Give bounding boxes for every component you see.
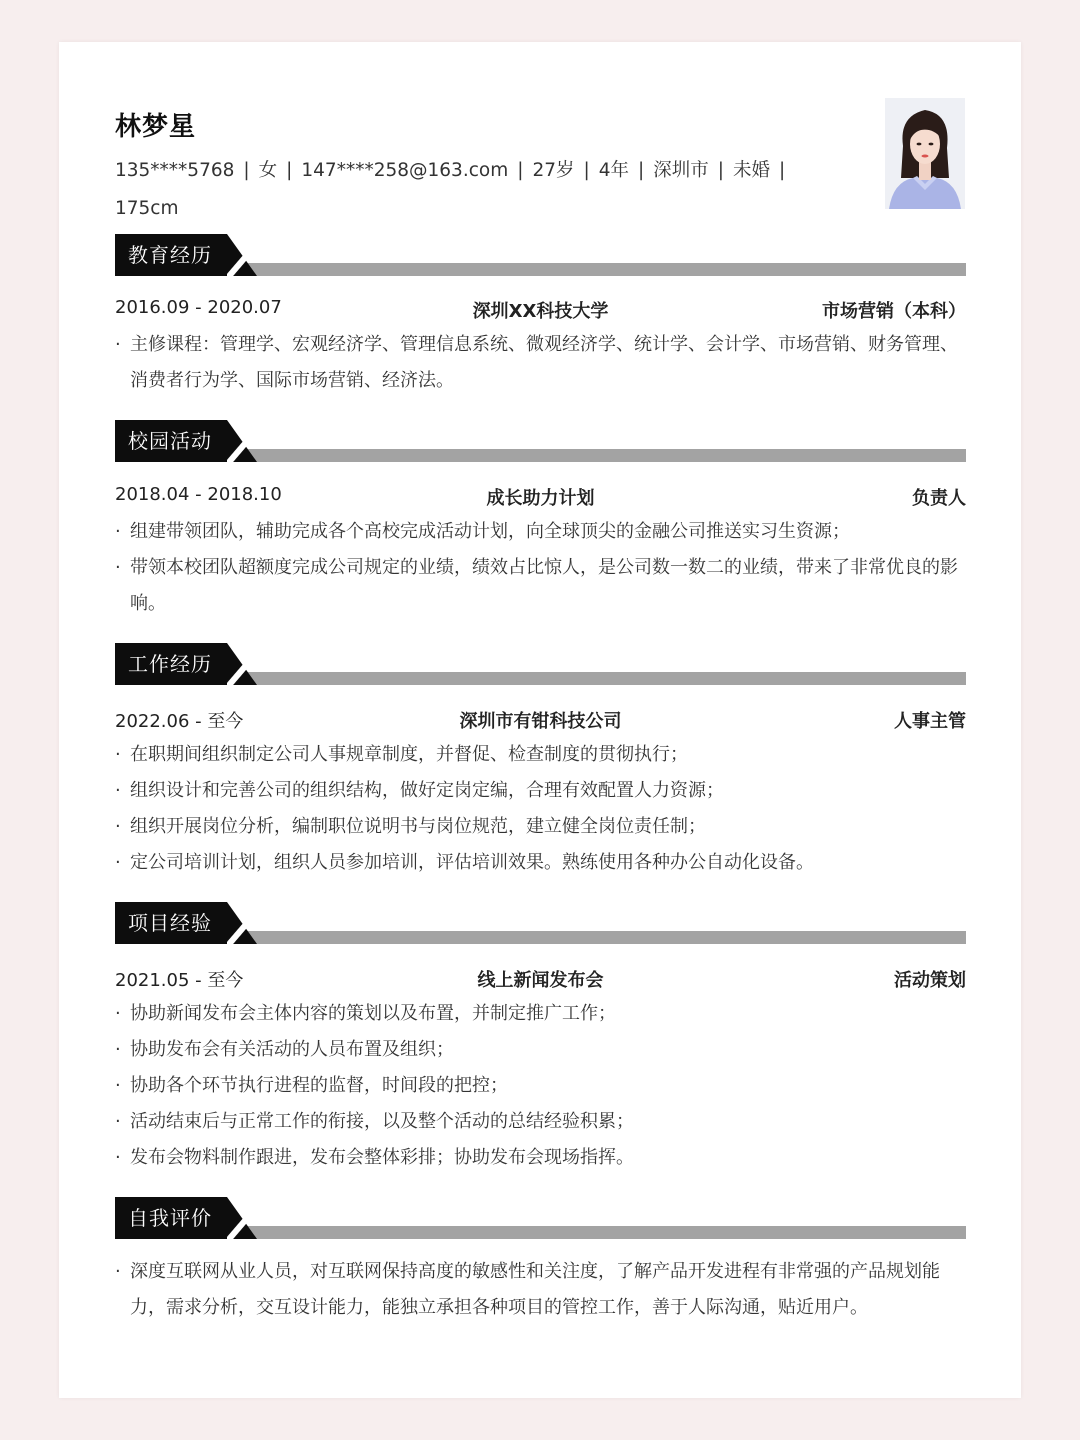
separator: | <box>517 160 524 181</box>
work-years: 4年 <box>598 160 630 181</box>
separator: | <box>779 160 786 181</box>
portrait-image <box>885 98 965 209</box>
city: 深圳市 <box>653 160 709 181</box>
height: 175cm <box>115 198 179 219</box>
campus-bullets <box>115 514 966 622</box>
list-item: · 组建带领团队，辅助完成各个高校完成活动计划，向全球顶尖的金融公司推送实习生资源； <box>115 514 966 550</box>
separator: | <box>717 160 724 181</box>
section-title: 校园活动 <box>128 429 212 453</box>
section-title: 工作经历 <box>128 652 212 676</box>
entry-date: 2016.09 - 2020.07 <box>115 297 282 318</box>
section-header-project <box>115 902 966 944</box>
section-slash <box>227 420 263 462</box>
list-item: · 组织开展岗位分析，编制职位说明书与岗位规范，建立健全岗位责任制； <box>115 809 966 845</box>
section-slash <box>227 1197 263 1239</box>
entry-role: 人事主管 <box>894 711 966 732</box>
work-bullets <box>115 737 966 881</box>
list-item: · 主修课程：管理学、宏观经济学、管理信息系统、微观经济学、统计学、会计学、市场营销、财务管理、消费者行为学、国际市场营销、经济法。 <box>115 327 966 399</box>
entry-date: 2018.04 - 2018.10 <box>115 484 282 505</box>
entry-role: 市场营销（本科） <box>822 301 966 322</box>
list-item: · 协助新闻发布会主体内容的策划以及布置，并制定推广工作； <box>115 996 966 1032</box>
separator: | <box>286 160 293 181</box>
entry-role: 负责人 <box>912 488 966 509</box>
list-item: · 活动结束后与正常工作的衔接，以及整个活动的总结经验积累； <box>115 1104 966 1140</box>
work-entry <box>115 707 966 735</box>
section-title: 自我评价 <box>128 1206 212 1230</box>
separator: | <box>243 160 250 181</box>
list-item: · 深度互联网从业人员，对互联网保持高度的敏感性和关注度，了解产品开发进程有非常强的产品规划能力，需求分析，交互设计能力，能独立承担各种项目的管控工作，善于人际沟通，贴近用户。 <box>115 1254 966 1326</box>
age: 27岁 <box>532 160 575 181</box>
separator: | <box>583 160 590 181</box>
contact-info <box>115 152 815 228</box>
section-header-education <box>115 234 966 276</box>
entry-organization: 成长助力计划 <box>486 488 595 509</box>
phone-number: 135****5768 <box>115 160 235 181</box>
project-entry <box>115 966 966 994</box>
campus-entry <box>115 484 966 512</box>
education-entry <box>115 297 966 325</box>
education-bullets <box>115 327 966 399</box>
list-item: · 在职期间组织制定公司人事规章制度，并督促、检查制度的贯彻执行； <box>115 737 966 773</box>
list-item: · 协助各个环节执行进程的监督，时间段的把控； <box>115 1068 966 1104</box>
entry-date: 2022.06 - 至今 <box>115 711 244 732</box>
candidate-name: 林梦星 <box>115 112 197 142</box>
email: 147****258@163.com <box>301 160 509 181</box>
list-item: · 带领本校团队超额度完成公司规定的业绩，绩效占比惊人，是公司数一数二的业绩，带来了非常优良的影响。 <box>115 550 966 622</box>
section-slash <box>227 902 263 944</box>
list-item: · 组织设计和完善公司的组织结构，做好定岗定编，合理有效配置人力资源； <box>115 773 966 809</box>
section-header-campus <box>115 420 966 462</box>
section-header-self-evaluation <box>115 1197 966 1239</box>
list-item: · 协助发布会有关活动的人员布置及组织； <box>115 1032 966 1068</box>
section-slash <box>227 234 263 276</box>
entry-organization: 深圳市有钳科技公司 <box>459 711 622 732</box>
project-bullets <box>115 996 966 1176</box>
section-header-work <box>115 643 966 685</box>
profile-photo <box>885 98 965 209</box>
self-evaluation-bullets <box>115 1254 966 1326</box>
marital-status: 未婚 <box>733 160 771 181</box>
gender: 女 <box>258 160 278 181</box>
entry-organization: 线上新闻发布会 <box>477 970 604 991</box>
list-item: · 发布会物料制作跟进，发布会整体彩排；协助发布会现场指挥。 <box>115 1140 966 1176</box>
section-title: 项目经验 <box>128 911 212 935</box>
list-item: · 定公司培训计划，组织人员参加培训，评估培训效果。熟练使用各种办公自动化设备。 <box>115 845 966 881</box>
section-slash <box>227 643 263 685</box>
section-title: 教育经历 <box>128 243 212 267</box>
separator: | <box>638 160 645 181</box>
entry-date: 2021.05 - 至今 <box>115 970 244 991</box>
entry-role: 活动策划 <box>894 970 966 991</box>
entry-organization: 深圳XX科技大学 <box>472 301 609 322</box>
